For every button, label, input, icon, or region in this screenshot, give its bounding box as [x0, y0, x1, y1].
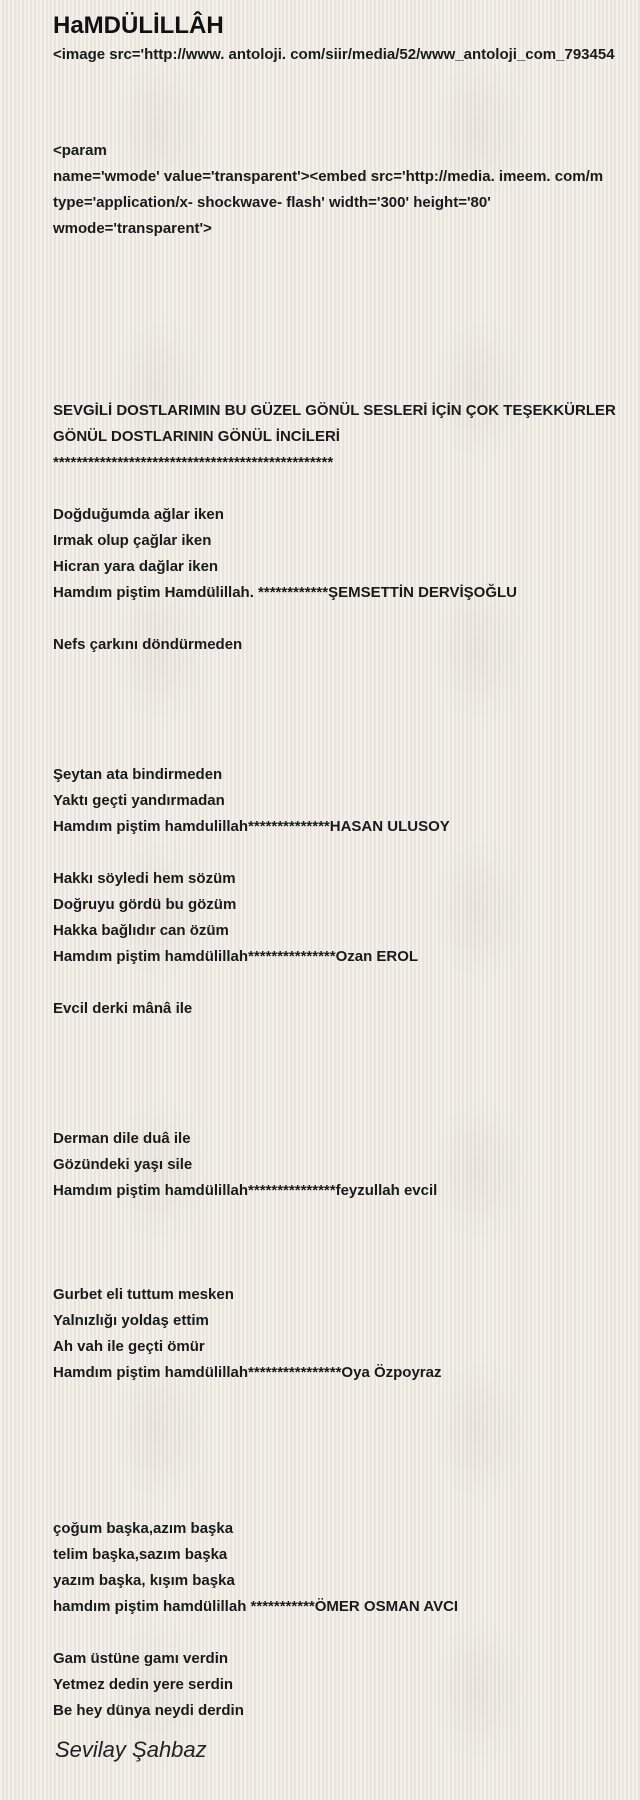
poem-line: ************************************************ [53, 454, 334, 471]
blank-line [53, 1074, 640, 1100]
blank-line [53, 294, 640, 320]
poem-line: telim başka,sazım başka [53, 1546, 228, 1563]
poem-line: Hamdım piştim hamdülillah***************Ozan EROL [53, 948, 419, 965]
blank-line [53, 268, 640, 294]
blank-line [53, 1464, 640, 1490]
poem-line: Hamdım piştim hamdülillah***************feyzullah evcil [53, 1182, 438, 1199]
poem-line: Yetmez dedin yere serdin [53, 1676, 234, 1693]
poem-line: Hicran yara dağlar iken [53, 558, 219, 575]
poem-line: Hamdım piştim hamdulillah**************HASAN ULUSOY [53, 818, 450, 835]
poem-line: Hakkı söyledi hem sözüm [53, 870, 236, 887]
blank-line [53, 1204, 640, 1230]
blank-line [53, 606, 640, 632]
blank-line [53, 840, 640, 866]
poem-line: Ah vah ile geçti ömür [53, 1338, 205, 1355]
blank-line [53, 242, 640, 268]
poem-line: <param [53, 142, 107, 159]
poem-line: çoğum başka,azım başka [53, 1520, 234, 1537]
poem-line: Evcil derki mânâ ile [53, 1000, 193, 1017]
blank-line [53, 658, 640, 684]
blank-line [53, 476, 640, 502]
blank-line [53, 710, 640, 736]
poem-line: name='wmode' value='transparent'><embed src='http://media. imeem. com/m [53, 168, 604, 185]
blank-line [53, 1620, 640, 1646]
blank-line [53, 1438, 640, 1464]
poem-text [53, 138, 640, 1724]
author-signature: Sevilay Şahbaz [55, 1737, 207, 1762]
poem-line: Nefs çarkını döndürmeden [53, 636, 243, 653]
poem-line: <image src='http://www. antoloji. com/siir/media/52/www_antoloji_com_793454 [53, 46, 615, 63]
poem-line: Şeytan ata bindirmeden [53, 766, 223, 783]
poem-line: Gurbet eli tuttum mesken [53, 1286, 234, 1303]
blank-line [53, 1100, 640, 1126]
poem-line: Hamdım piştim hamdülillah****************Oya Özpoyraz [53, 1364, 442, 1381]
poem-line: Gözündeki yaşı sile [53, 1156, 193, 1173]
poem-line: GÖNÜL DOSTLARININ GÖNÜL İNCİLERİ [53, 428, 340, 445]
poem-line: Hamdım piştim Hamdülillah. ************ŞEMSETTİN DERVİŞOĞLU [53, 584, 517, 601]
blank-line [53, 684, 640, 710]
poem-line: hamdım piştim hamdülillah ***********ÖMER OSMAN AVCI [53, 1598, 459, 1615]
poem-line: Doğruyu gördü bu gözüm [53, 896, 237, 913]
poem-line: wmode='transparent'> [53, 220, 212, 237]
blank-line [53, 346, 640, 372]
poem-line: yazım başka, kışım başka [53, 1572, 235, 1589]
blank-line [53, 320, 640, 346]
poem-line: Yaktı geçti yandırmadan [53, 792, 225, 809]
poem-line: Be hey dünya neydi derdin [53, 1702, 244, 1719]
poem-line: Hakka bağlıdır can özüm [53, 922, 229, 939]
blank-line [53, 372, 640, 398]
poem-line: Yalnızlığı yoldaş ettim [53, 1312, 209, 1329]
blank-line [53, 1230, 640, 1256]
poem-line: SEVGİLİ DOSTLARIMIN BU GÜZEL GÖNÜL SESLERİ İÇİN ÇOK TEŞEKKÜRLER [53, 402, 616, 419]
blank-line [53, 1256, 640, 1282]
blank-line [53, 1386, 640, 1412]
blank-line [53, 1022, 640, 1048]
blank-line [53, 1048, 640, 1074]
poem-line: Irmak olup çağlar iken [53, 532, 212, 549]
poem-line: type='application/x- shockwave- flash' width='300' height='80' [53, 194, 491, 211]
page-title: HaMDÜLİLLÂH [53, 12, 224, 39]
poem-line: Gam üstüne gamı verdin [53, 1650, 229, 1667]
blank-line [53, 1490, 640, 1516]
blank-line [53, 1412, 640, 1438]
blank-line [53, 736, 640, 762]
poem-line: Derman dile duâ ile [53, 1130, 191, 1147]
poem-line: Doğduğumda ağlar iken [53, 506, 224, 523]
blank-line [53, 970, 640, 996]
